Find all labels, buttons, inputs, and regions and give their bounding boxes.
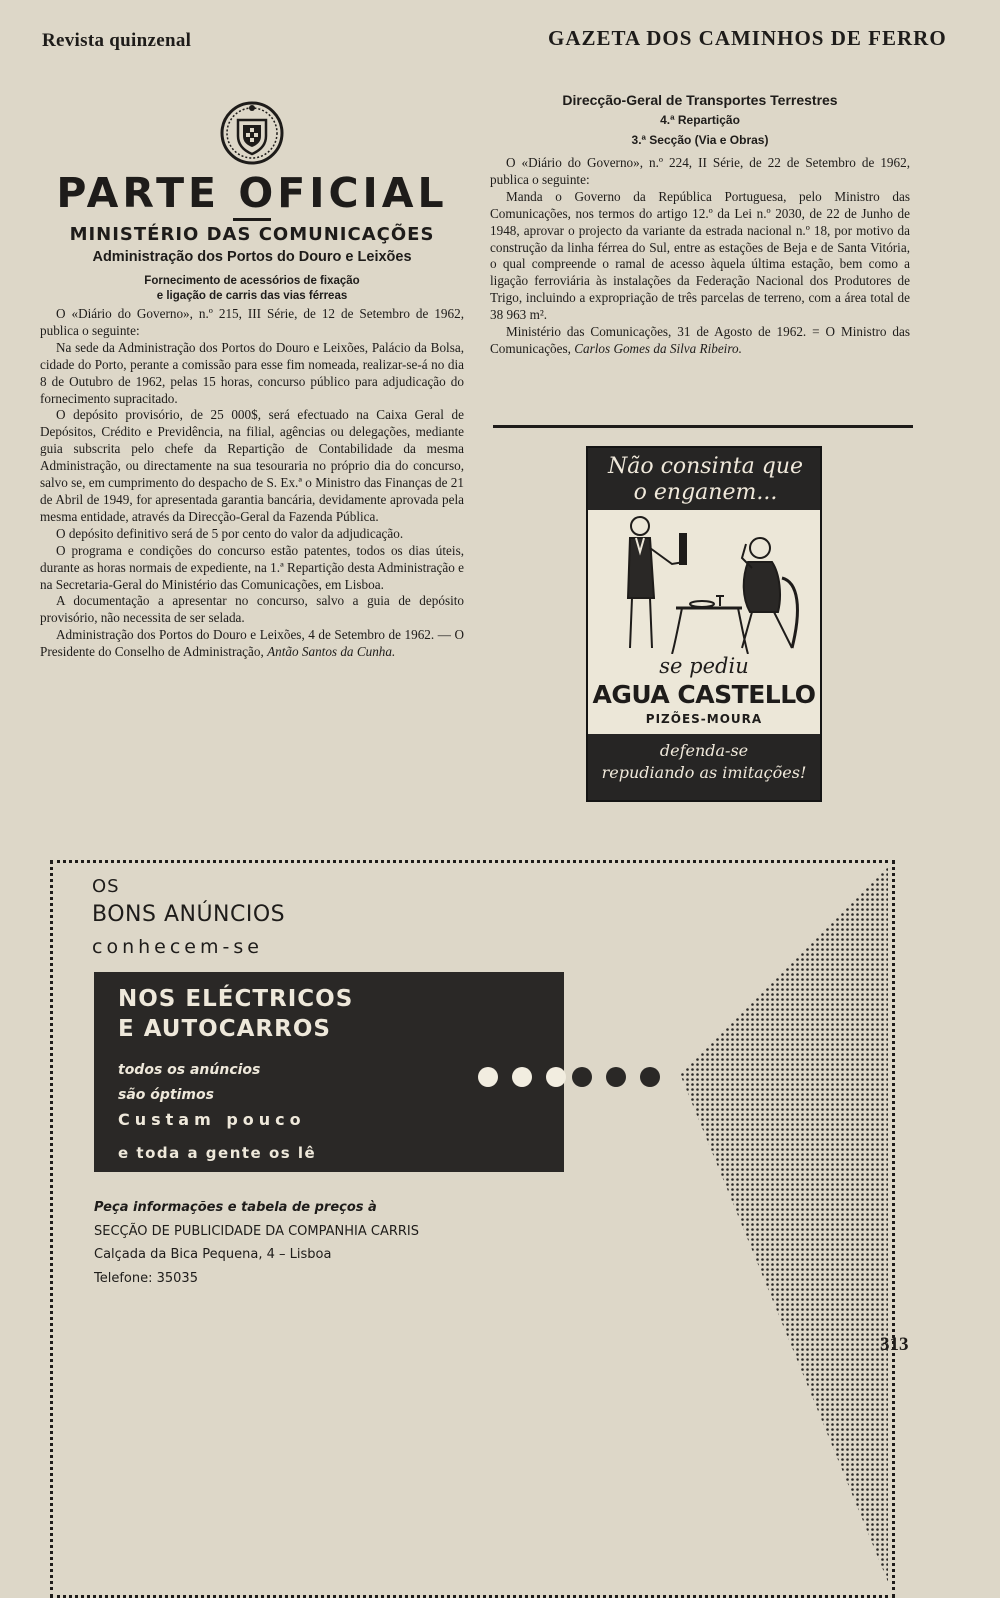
ad-price: Custam pouco <box>118 1110 306 1129</box>
poster-slogan-bottom-line-1: defenda-se <box>659 741 749 760</box>
paragraph: O depósito definitivo será de 5 por cento do valor da adjudicação. <box>56 525 404 541</box>
left-article <box>40 100 464 661</box>
page-number: 313 <box>880 1334 909 1355</box>
dotted-triangle-icon <box>680 862 892 1592</box>
signature: Antão Santos da Cunha. <box>267 644 396 660</box>
ad-subline <box>118 1058 260 1108</box>
ad-subline-2: são óptimos <box>118 1087 214 1103</box>
ad-everyone: e toda a gente os lê <box>118 1144 317 1162</box>
poster-slogan-bottom-line-2: repudiando as imitações! <box>601 763 807 782</box>
poster-ordered: se pediu <box>659 654 749 678</box>
ad-subline-1: todos os anúncios <box>118 1062 261 1078</box>
ministry-heading: MINISTÉRIO DAS COMUNICAÇÕES <box>69 224 435 245</box>
signature: Carlos Gomes da Silva Ribeiro. <box>574 340 742 356</box>
ad-headline <box>118 984 353 1044</box>
ad-headline-line-2: E AUTOCARROS <box>118 1016 331 1042</box>
ad-contact <box>94 1196 419 1290</box>
administration-heading: Administração dos Portos do Douro e Leixões <box>92 249 412 265</box>
subheading-line-1: Fornecimento de acessórios de fixação <box>144 275 360 287</box>
coat-of-arms-icon <box>219 100 285 166</box>
closing-text: Administração dos Portos do Douro e Leixões, 4 de Setembro de 1962. — O Presidente do Conselho de Administração, <box>40 627 464 660</box>
paragraph: Na sede da Administração dos Portos do Douro e Leixões, Palácio da Bolsa, cidade do Porto, perante a comissão para esse fim nomeada, realizar-se-á no dia 8 de Outubro de 1962, pelas 15 horas, concurso público para adjudicação do fornecimento supracitado. <box>40 339 464 406</box>
paragraph: O programa e condições do concurso estão patentes, todos os dias úteis, durante as horas normais de expediente, na 1.ª Repartição desta Administração e na Secretaria-Geral do Ministério das Comunicações, em Lisboa. <box>40 542 464 592</box>
paragraph <box>490 324 910 358</box>
paragraph: O «Diário do Governo», n.º 215, III Série, de 12 de Setembro de 1962, publica o seguinte: <box>40 306 464 338</box>
subheading-line-2: e ligação de carris das vias férreas <box>156 290 348 302</box>
ad-address: Calçada da Bica Pequena, 4 – Lisboa <box>94 1247 332 1262</box>
ad-phone: Telefone: 35035 <box>94 1270 198 1286</box>
paragraph: A documentação a apresentar no concurso, salvo a guia de depósito provisório, não necessita de ser selada. <box>40 593 464 626</box>
ad-info: Peça informações e tabela de preços à <box>94 1200 377 1215</box>
right-article-body <box>490 155 910 358</box>
right-article-title: Direcção-Geral de Transportes Terrestres <box>562 92 838 108</box>
poster-slogan-top <box>598 454 813 506</box>
ad-company: SECÇÃO DE PUBLICIDADE DA COMPANHIA CARRIS <box>94 1223 420 1239</box>
paragraph: Manda o Governo da República Portuguesa, pelo Ministro das Comunicações, nos termos do artigo 12.º da Lei n.º 2030, de 22 de Junho de 1948, aprovar o projecto da variante da estrada nacional n.º 18, por motivo da construção da linha férrea do Sul, entre as estações de Beja e de Santa Vitória, o qual compreende o ramal de acesso àquela última estação, bem como a ligação ferroviária às instalações da Federação Nacional dos Produtores de Trigo, incluindo a expropriação de três parcelas de terreno, com a área total de 38 963 m². <box>490 188 910 323</box>
article-body <box>40 306 464 661</box>
header-left: Revista quinzenal <box>42 30 192 51</box>
article-subheading <box>40 274 464 304</box>
paragraph: O depósito provisório, de 25 000$, será efectuado na Caixa Geral de Depósitos, Crédito e Previdência, na filial, agências ou delegações, mediante guia subscrita pelo chefe da Repartição de Contabilidade da mesma Administração, ou directamente na sua tesouraria no próprio dia do concurso, salvo se, em cumprimento do despacho de S. Ex.ª o Ministro das Finanças de 21 de Abril de 1949, for apresentada garantia bancária, devidamente aprovada pela mesma entidade, através da Direcção-Geral da Fazenda Pública. <box>40 407 464 524</box>
poster-slogan-top-line-1: Não consinta que <box>607 454 804 479</box>
paragraph: O «Diário do Governo», n.º 224, II Série, de 22 de Setembro de 1962, publica o seguinte: <box>490 155 910 187</box>
ad-headline-line-1: NOS ELÉCTRICOS <box>118 986 354 1012</box>
section-divider <box>493 425 913 428</box>
closing-text: Ministério das Comunicações, 31 de Agosto de 1962. = O Ministro das Comunicações, <box>490 324 910 356</box>
page-title: PARTE OFICIAL <box>56 169 448 217</box>
section-repartition: 4.ª Repartição <box>660 113 740 127</box>
waiter-diner-illustration-icon <box>592 508 816 654</box>
poster-origin: PIZÕES-MOURA <box>645 712 763 726</box>
poster-slogan-top-line-2: o enganem... <box>633 480 778 505</box>
poster-brand: AGUA CASTELLO <box>592 680 816 709</box>
title-divider <box>233 218 271 221</box>
poster-slogan-bottom <box>592 740 816 784</box>
right-article <box>490 92 910 358</box>
agua-castello-ad <box>586 446 822 802</box>
ad-line-conhecem: conhecem-se <box>92 936 263 958</box>
header-right: GAZETA DOS CAMINHOS DE FERRO <box>548 26 947 50</box>
section-seccao: 3.ª Secção (Via e Obras) <box>631 133 769 147</box>
ad-line-os: OS <box>92 876 120 897</box>
decorative-dots-icon <box>470 1064 670 1090</box>
paragraph <box>40 627 464 661</box>
ad-line-bons-anuncios: BONS ANÚNCIOS <box>92 902 286 927</box>
